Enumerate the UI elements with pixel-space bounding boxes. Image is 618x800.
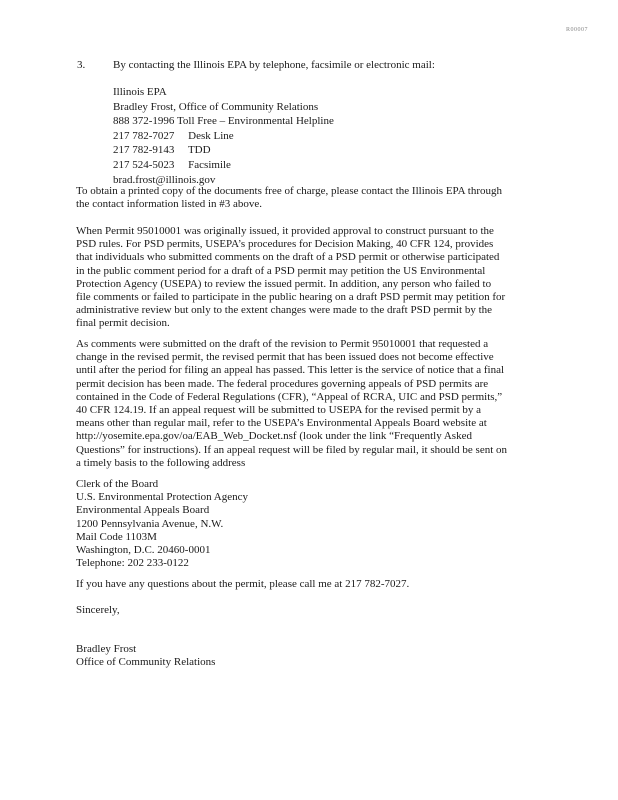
signature-name: Bradley Frost <box>76 643 137 655</box>
paragraph-line: Questions” for instructions). If an appeal request will be filed by regular mail, it should be sent on <box>76 443 508 456</box>
paragraph-line: in the public comment period for a draft of a PSD permit may petition the US Environmental <box>76 264 486 277</box>
paragraph-line: 40 CFR 124.19. If an appeal request will be submitted to USEPA for the revised permit by a <box>76 404 482 417</box>
address-line: Washington, D.C. 20460-0001 <box>76 544 211 557</box>
item-number: 3. <box>77 59 86 71</box>
paragraph-line: change in the revised permit, the revised permit that has been issued does not become effective <box>76 351 494 364</box>
paragraph-psd-rules <box>76 225 546 331</box>
address-line: Telephone: 202 233-0122 <box>76 557 189 570</box>
paragraph-line: To obtain a printed copy of the documents free of charge, please contact the Illinois EPA through <box>76 185 502 197</box>
contact-line: 888 372-1996 Toll Free – Environmental Helpline <box>113 115 334 128</box>
paragraph-line: When Permit 95010001 was originally issued, it provided approval to construct pursuant to the <box>76 225 494 237</box>
item-text: By contacting the Illinois EPA by telephone, facsimile or electronic mail: <box>113 59 435 71</box>
paragraph-appeal <box>76 338 546 470</box>
contact-line: 217 782-9143 TDD <box>113 144 211 157</box>
page-number: R00007 <box>565 27 588 33</box>
paragraph-line: file comments or failed to participate in the public hearing on a draft PSD permit may petition for <box>76 291 506 304</box>
contact-line: Illinois EPA <box>113 86 167 98</box>
paragraph-line: until after the period for filing an appeal has passed. This letter is the service of notice that a final <box>76 364 505 377</box>
questions-paragraph: If you have any questions about the permit, please call me at 217 782-7027. <box>76 578 410 590</box>
paragraph-line: Protection Agency (USEPA) to review the issued permit. In addition, any person who failed to <box>76 277 492 290</box>
signature-block <box>76 643 215 669</box>
address-line: Environmental Appeals Board <box>76 504 210 517</box>
contact-block <box>113 85 334 187</box>
paragraph-line: As comments were submitted on the draft of the revision to Permit 95010001 that requested a <box>76 338 489 350</box>
paragraph-line: http://yosemite.epa.gov/oa/EAB_Web_Docket.nsf (look under the link “Frequently Asked <box>76 430 472 443</box>
paragraph-printed-copy <box>76 185 546 211</box>
paragraph-line: the contact information listed in #3 above. <box>76 198 263 211</box>
paragraph-line: permit decision has been made. The federal procedures governing appeals of PSD permits are <box>76 377 489 390</box>
paragraph-line: contained in the Code of Federal Regulations (CFR), “Appeal of RCRA, UIC and PSD permits,” <box>76 390 503 403</box>
closing: Sincerely, <box>76 604 120 616</box>
paragraph-line: a timely basis to the following address <box>76 456 246 469</box>
contact-line: 217 524-5023 Facsimile <box>113 158 231 171</box>
address-line: U.S. Environmental Protection Agency <box>76 491 248 504</box>
address-line: Clerk of the Board <box>76 478 159 490</box>
signature-title: Office of Community Relations <box>76 656 216 669</box>
paragraph-line: administrative review but only to the extent changes were made to the draft PSD permit by the <box>76 304 493 317</box>
board-address-block <box>76 478 248 570</box>
address-line: Mail Code 1103M <box>76 530 157 543</box>
contact-line: Bradley Frost, Office of Community Relations <box>113 100 319 113</box>
paragraph-line: final permit decision. <box>76 317 170 330</box>
paragraph-line: PSD rules. For PSD permits, USEPA’s procedures for Decision Making, 40 CFR 124, provides <box>76 238 494 251</box>
contact-line: 217 782-7027 Desk Line <box>113 129 234 142</box>
paragraph-line: means other than regular mail, refer to the USEPA’s Environmental Appeals Board website at <box>76 417 487 430</box>
address-line: 1200 Pennsylvania Avenue, N.W. <box>76 517 224 530</box>
contact-email: brad.frost@illinois.gov <box>113 173 216 186</box>
paragraph-line: that individuals who submitted comments on the draft of a PSD permit or otherwise participated <box>76 251 500 264</box>
